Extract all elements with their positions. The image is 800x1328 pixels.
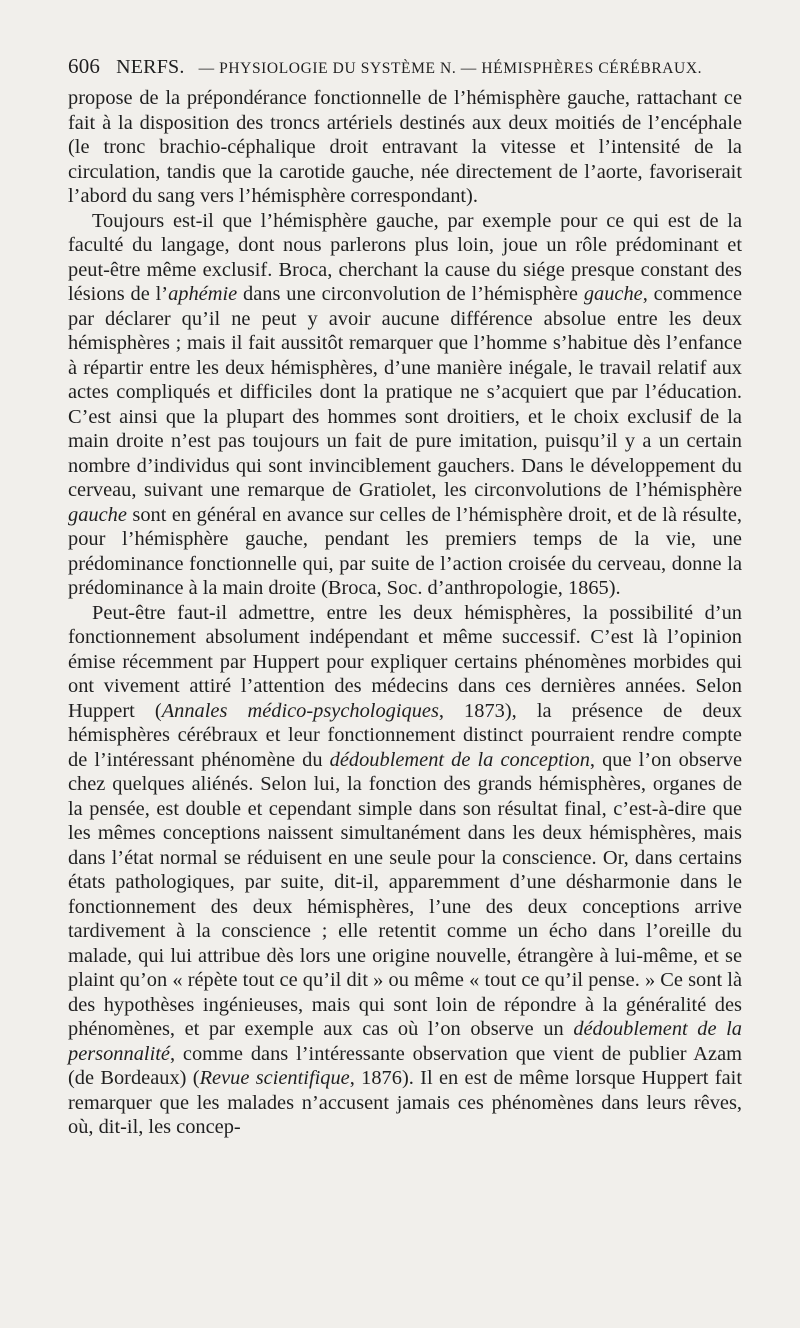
- paragraph: [68, 86, 742, 209]
- text-run: , comme dans l’intéressante observation que vient de publier Azam (de Bordeaux) (: [68, 1042, 742, 1089]
- text-run: , commence par déclarer qu’il ne peut y avoir aucune différence absolue entre les deux hémisphères ; mais il fait aussitôt remarquer que l’homme s’habitue dès l’enfance à répartir entre les deux hémisphères, d’une manière inégale, le travail relatif aux actes compliqués et difficiles dont la pratique ne s’acquiert que par l’éducation. C’est ainsi que la plupart des hommes sont droitiers, et le choix exclusif de la main droite n’est pas toujours un fait de pure imitation, puisqu’il y a un certain nombre d’individus qui sont invinciblement gauchers. Dans le développement du cerveau, suivant une remarque de Gratiolet, les circonvolutions de l’hémisphère: [68, 283, 742, 501]
- paragraph: [68, 601, 742, 1140]
- text-run: Toujours est-il que l’hémisphère gauche, par exemple pour ce qui est de la faculté du langage, dont nous parlerons plus loin, joue un rôle prédominant et peut-être même exclusif. Broca, cherchant la cause du siége presque constant des lésions de l’: [68, 209, 742, 305]
- page-number: 606: [68, 54, 101, 78]
- italic-text: Annales médico-psychologiques: [161, 699, 439, 722]
- text-run: dans une circonvolution de l’hémisphère: [237, 283, 584, 305]
- italic-text: Revue scientifique: [199, 1067, 350, 1089]
- italic-text: dédoublement de la conception: [329, 748, 590, 771]
- running-head: [68, 54, 742, 86]
- italic-text: gauche: [583, 283, 643, 305]
- paragraph: [68, 209, 742, 601]
- text-run: , 1873), la présence de deux hémisphères cérébraux et leur fonctionnement distinct pourraient rendre compte de l’intéressant phénomène du: [68, 699, 742, 771]
- text-run: Peut-être faut-il admettre, entre les deux hémisphères, la possibilité d’un fonctionnement absolument indépendant et même successif. C’est là l’opinion émise récemment par Huppert pour expliquer certains phénomènes morbides qui ont vivement attiré l’attention des médecins dans ces dernières années. Selon Huppert (: [68, 601, 742, 722]
- text-run: , 1876). Il en est de même lorsque Huppert fait remarquer que les malades n’accusent jamais ces phénomènes dans leurs rêves, où, dit-il, les concep-: [68, 1067, 742, 1138]
- section-title: NERFS.: [116, 56, 185, 78]
- italic-text: gauche: [68, 503, 127, 526]
- body-text: [68, 86, 742, 1140]
- italic-text: aphémie: [168, 283, 238, 305]
- text-run: sont en général en avance sur celles de l’hémisphère droit, et de là résulte, pour l’hémisphère gauche, pendant les premiers temps de la vie, une prédominance fonctionnelle qui, par suite de l’action croisée du cerveau, donne la prédominance à la main droite (Broca, Soc. d’anthropologie, 1865).: [68, 503, 742, 599]
- chapter-title: — PHYSIOLOGIE DU SYSTÈME N. — HÉMISPHÈRES CÉRÉBRAUX.: [198, 60, 703, 77]
- italic-text: dédoublement de la personnalité: [68, 1018, 742, 1065]
- text-run: propose de la prépondérance fonctionnelle de l’hémisphère gauche, rattachant ce fait à la disposition des troncs artériels destinés aux deux moitiés de l’encéphale (le tronc brachio-céphalique droit entravant la vitesse et l’intensité de la circulation, tandis que la carotide gauche, née directement de l’aorte, favoriserait l’abord du sang vers l’hémisphère correspondant).: [68, 87, 742, 207]
- text-run: , que l’on observe chez quelques aliénés. Selon lui, la fonction des grands hémisphères, organes de la pensée, est double et cependant simple dans son résultat final, c’est-à-dire que les mêmes conceptions naissent simultanément dans les deux hémisphères, mais dans l’état normal se réduisent en une seule pour la conscience. Or, dans certains états pathologiques, par suite, dit-il, apparemment d’une désharmonie dans le fonctionnement des deux hémisphères, l’une des deux conceptions arrive tardivement à la conscience ; elle retentit comme un écho dans l’oreille du malade, qui lui attribue dès lors une origine nouvelle, étrangère à lui-même, et se plaint qu’on « répète tout ce qu’il dit » ou même « tout ce qu’il pense. » Ce sont là des hypothèses ingénieuses, mais qui sont loin de répondre à la généralité des phénomènes, et par exemple aux cas où l’on observe un: [68, 748, 742, 1040]
